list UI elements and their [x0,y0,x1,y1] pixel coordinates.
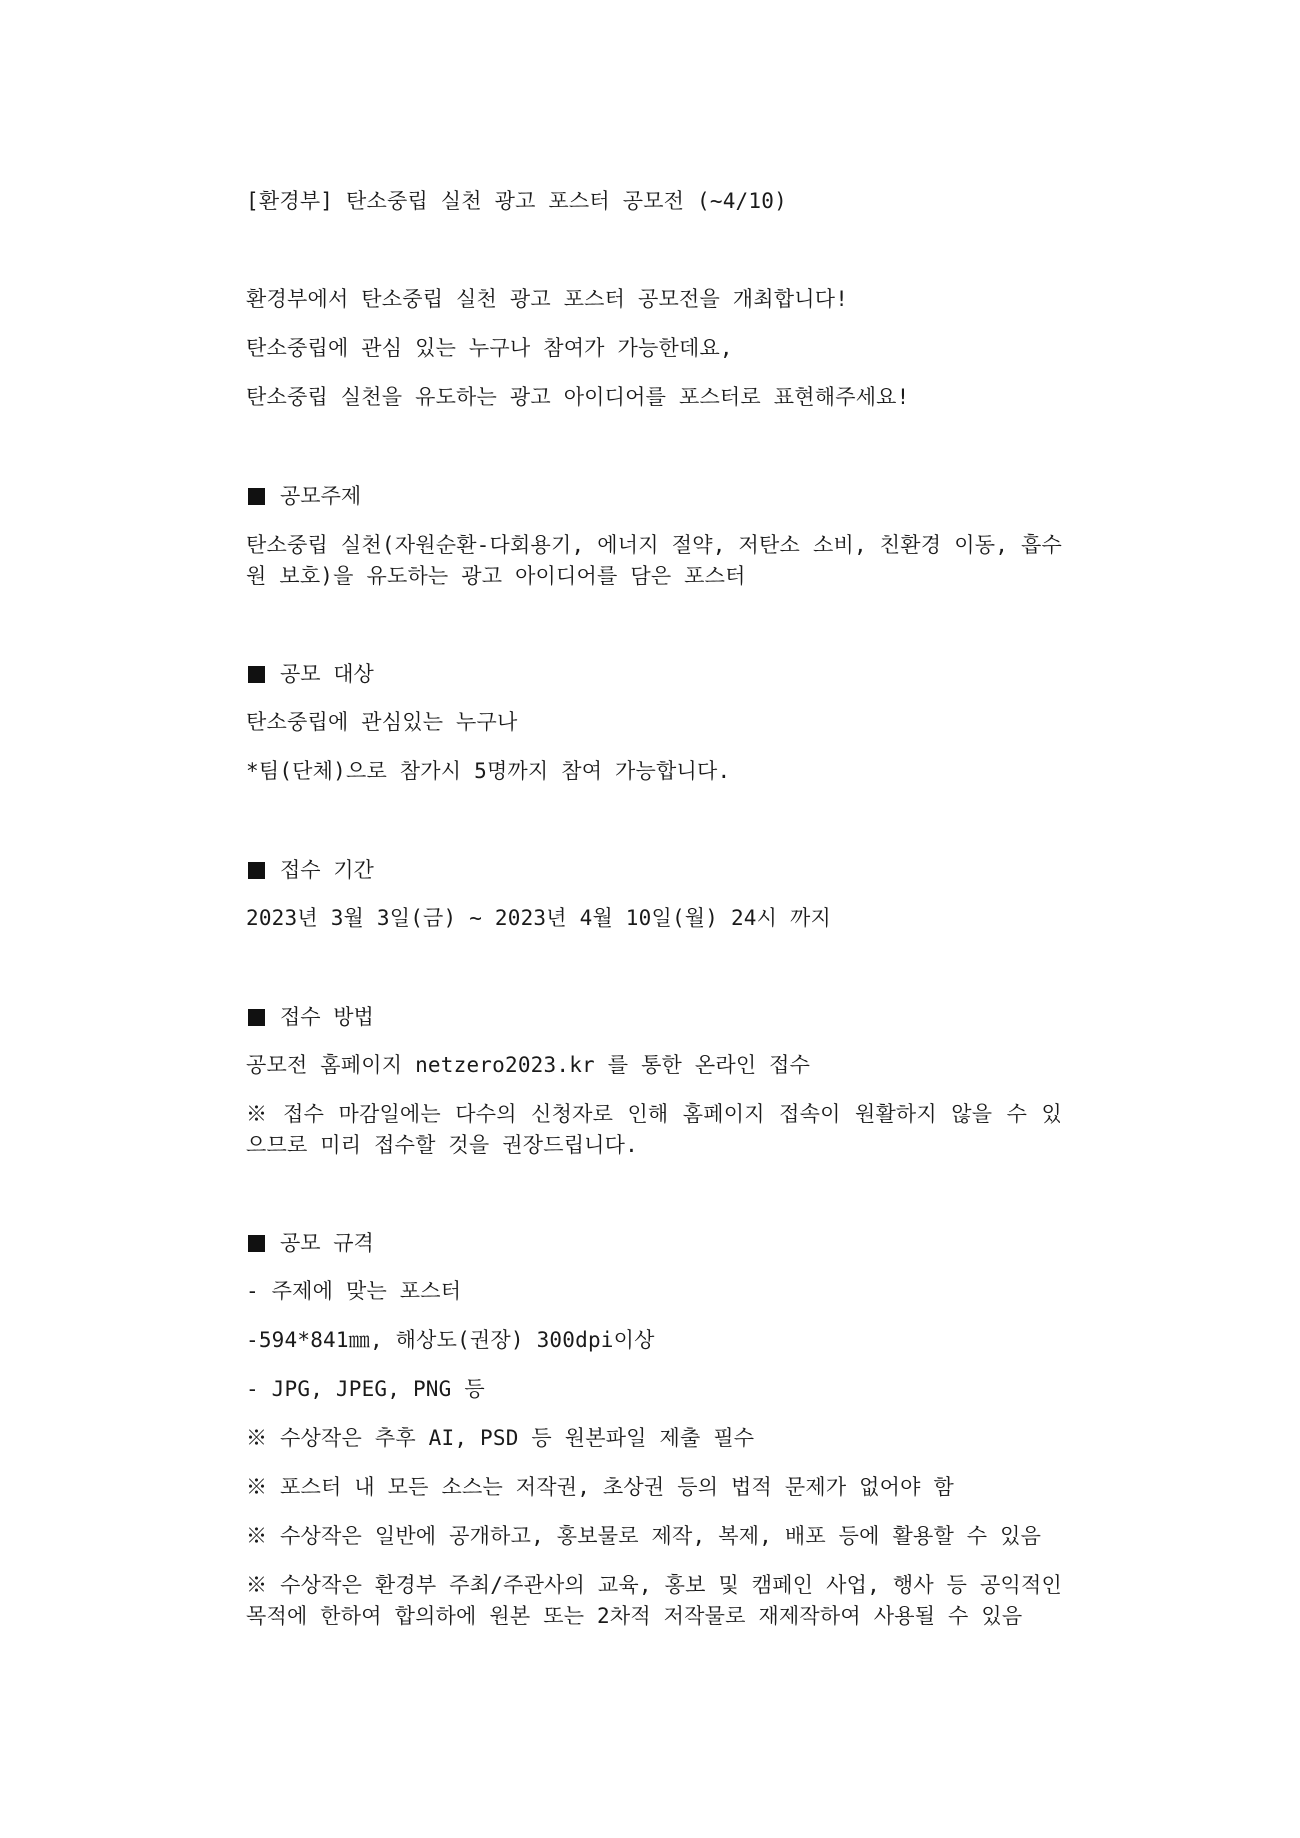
spec-line-1: - 주제에 맞는 포스터 [246,1279,462,1303]
theme-body: 탄소중립 실천(자원순환-다회용기, 에너지 절약, 저탄소 소비, 친환경 이동, 흡수원 보호)을 유도하는 광고 아이디어를 담은 포스터 [246,533,1062,588]
section-heading-label: 공모 대상 [280,662,374,686]
square-bullet-icon [248,1235,265,1252]
section-heading-method [246,1002,374,1033]
intro-line-3: 탄소중립 실천을 유도하는 광고 아이디어를 포스터로 표현해주세요! [246,385,910,409]
section-heading-theme [246,481,361,512]
square-bullet-icon [248,862,265,879]
document-title: [환경부] 탄소중립 실천 광고 포스터 공모전 (~4/10) [246,189,787,213]
intro-line-2: 탄소중립에 관심 있는 누구나 참여가 가능한데요, [246,336,733,360]
section-heading-label: 접수 기간 [280,858,374,882]
target-line-1: 탄소중립에 관심있는 누구나 [246,710,518,734]
method-body: 공모전 홈페이지 netzero2023.kr 를 통한 온라인 접수 [246,1053,811,1077]
spec-line-2: -594*841㎜, 해상도(권장) 300dpi이상 [246,1328,655,1352]
spec-line-4: ※ 수상작은 추후 AI, PSD 등 원본파일 제출 필수 [246,1426,755,1450]
section-heading-label: 공모주제 [280,484,362,508]
spec-last-note: ※ 수상작은 환경부 주최/주관사의 교육, 홍보 및 캠페인 사업, 행사 등 공익적인 목적에 한하여 합의하에 원본 또는 2차적 저작물로 재제작하여 사용될 수 있음 [246,1573,1062,1628]
square-bullet-icon [248,666,265,683]
section-heading-period [246,855,374,886]
section-heading-spec [246,1228,374,1259]
method-note: ※ 접수 마감일에는 다수의 신청자로 인해 홈페이지 접속이 원활하지 않을 수 있으므로 미리 접수할 것을 권장드립니다. [246,1102,1062,1157]
spec-line-6: ※ 수상작은 일반에 공개하고, 홍보물로 제작, 복제, 배포 등에 활용할 수 있음 [246,1524,1042,1548]
spec-line-3: - JPG, JPEG, PNG 등 [246,1377,485,1401]
square-bullet-icon [248,488,265,505]
target-line-2: *팀(단체)으로 참가시 5명까지 참여 가능합니다. [246,759,731,783]
section-heading-label: 공모 규격 [280,1231,374,1255]
spec-line-5: ※ 포스터 내 모든 소스는 저작권, 초상권 등의 법적 문제가 없어야 함 [246,1475,954,1499]
section-heading-target [246,659,374,690]
section-heading-label: 접수 방법 [280,1005,374,1029]
intro-line-1: 환경부에서 탄소중립 실천 광고 포스터 공모전을 개최합니다! [246,287,849,311]
period-body: 2023년 3월 3일(금) ~ 2023년 4월 10일(월) 24시 까지 [246,906,831,930]
square-bullet-icon [248,1009,265,1026]
